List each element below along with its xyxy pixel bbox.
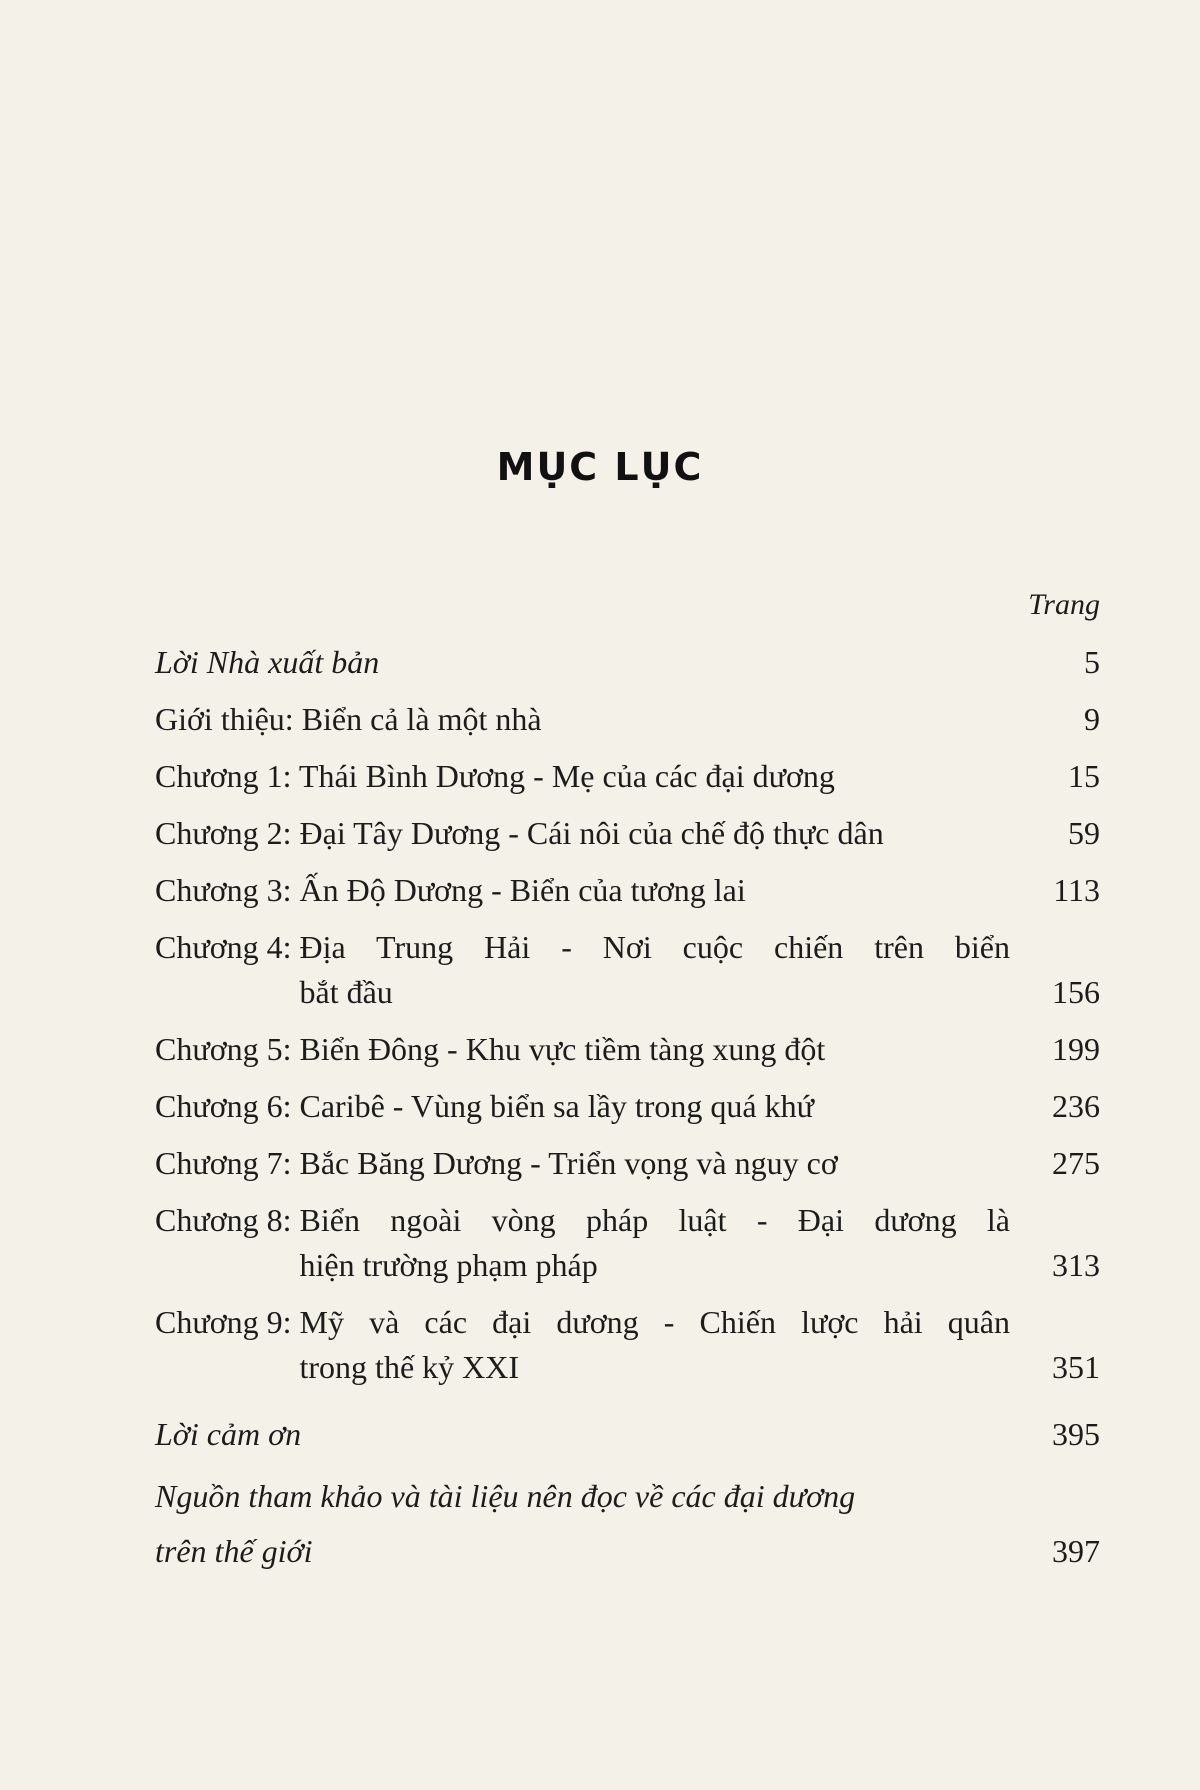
chapter-prefix: Chương 1: [155,758,292,794]
chapter-title-line-2: trong thế kỷ XXI [299,1349,520,1385]
toc-page-number: 59 [1068,815,1100,851]
toc-page-number: 397 [1052,1533,1100,1569]
toc-entry-loi-nha-xuat-ban [155,640,1100,685]
toc-entry-label-line-2: trên thế giới [155,1533,313,1569]
toc-page-number: 9 [1084,701,1100,737]
chapter-prefix: Chương 8: [155,1202,292,1238]
chapter-prefix: Chương 4: [155,929,292,965]
toc-entry-label: Lời Nhà xuất bản [155,644,380,680]
chapter-title: Bắc Băng Dương - Triển vọng và nguy cơ [299,1145,838,1181]
page-title: MỤC LỤC [496,445,704,489]
chapter-title-line-2: hiện trường phạm pháp [299,1247,598,1283]
toc-entry-label: Giới thiệu: Biển cả là một nhà [155,701,542,737]
toc-page-number: 395 [1052,1416,1100,1452]
toc-page-number: 351 [1052,1349,1100,1385]
chapter-title: Biển Đông - Khu vực tiềm tàng xung đột [299,1031,826,1067]
toc-page-number: 156 [1052,974,1100,1010]
toc-entry-chapter-4 [155,925,1100,1015]
chapter-title: Ấn Độ Dương - Biển của tương lai [299,872,746,908]
chapter-prefix: Chương 6: [155,1088,292,1124]
chapter-title: Thái Bình Dương - Mẹ của các đại dương [298,758,835,794]
toc-entry-loi-cam-on [155,1412,1100,1457]
toc-entry-label-line-1: Nguồn tham khảo và tài liệu nên đọc về các đại dương [155,1478,856,1514]
toc-page-number: 199 [1052,1031,1100,1067]
toc-entry-chapter-3 [155,868,1100,913]
chapter-title-line-1: Mỹ và các đại dương - Chiến lược hải quân [299,1304,1010,1340]
table-of-contents [155,640,1100,1579]
chapter-prefix: Chương 9: [155,1304,292,1340]
toc-page-number: 113 [1053,872,1100,908]
page-column-header: Trang [1028,588,1100,621]
chapter-title-line-1: Biển ngoài vòng pháp luật - Đại dương là [299,1202,1010,1238]
toc-page-number: 5 [1084,644,1100,680]
toc-entry-chapter-9 [155,1300,1100,1390]
toc-entry-nguon-tham-khao [155,1469,1100,1579]
chapter-prefix: Chương 7: [155,1145,292,1181]
chapter-title-line-1: Địa Trung Hải - Nơi cuộc chiến trên biển [299,929,1010,965]
chapter-title-line-2: bắt đầu [299,974,393,1010]
chapter-prefix: Chương 3: [155,872,292,908]
toc-page-number: 275 [1052,1145,1100,1181]
toc-entry-chapter-6 [155,1084,1100,1129]
chapter-title: Đại Tây Dương - Cái nôi của chế độ thực dân [299,815,884,851]
toc-page-number: 15 [1068,758,1100,794]
toc-page-number: 236 [1052,1088,1100,1124]
toc-entry-chapter-1 [155,754,1100,799]
chapter-title: Caribê - Vùng biển sa lầy trong quá khứ [299,1088,814,1124]
toc-entry-label: Lời cảm ơn [155,1416,302,1452]
toc-entry-chapter-2 [155,811,1100,856]
toc-entry-gioi-thieu [155,697,1100,742]
chapter-prefix: Chương 2: [155,815,292,851]
chapter-prefix: Chương 5: [155,1031,292,1067]
toc-entry-chapter-8 [155,1198,1100,1288]
toc-page-number: 313 [1052,1247,1100,1283]
toc-entry-chapter-5 [155,1027,1100,1072]
toc-entry-chapter-7 [155,1141,1100,1186]
